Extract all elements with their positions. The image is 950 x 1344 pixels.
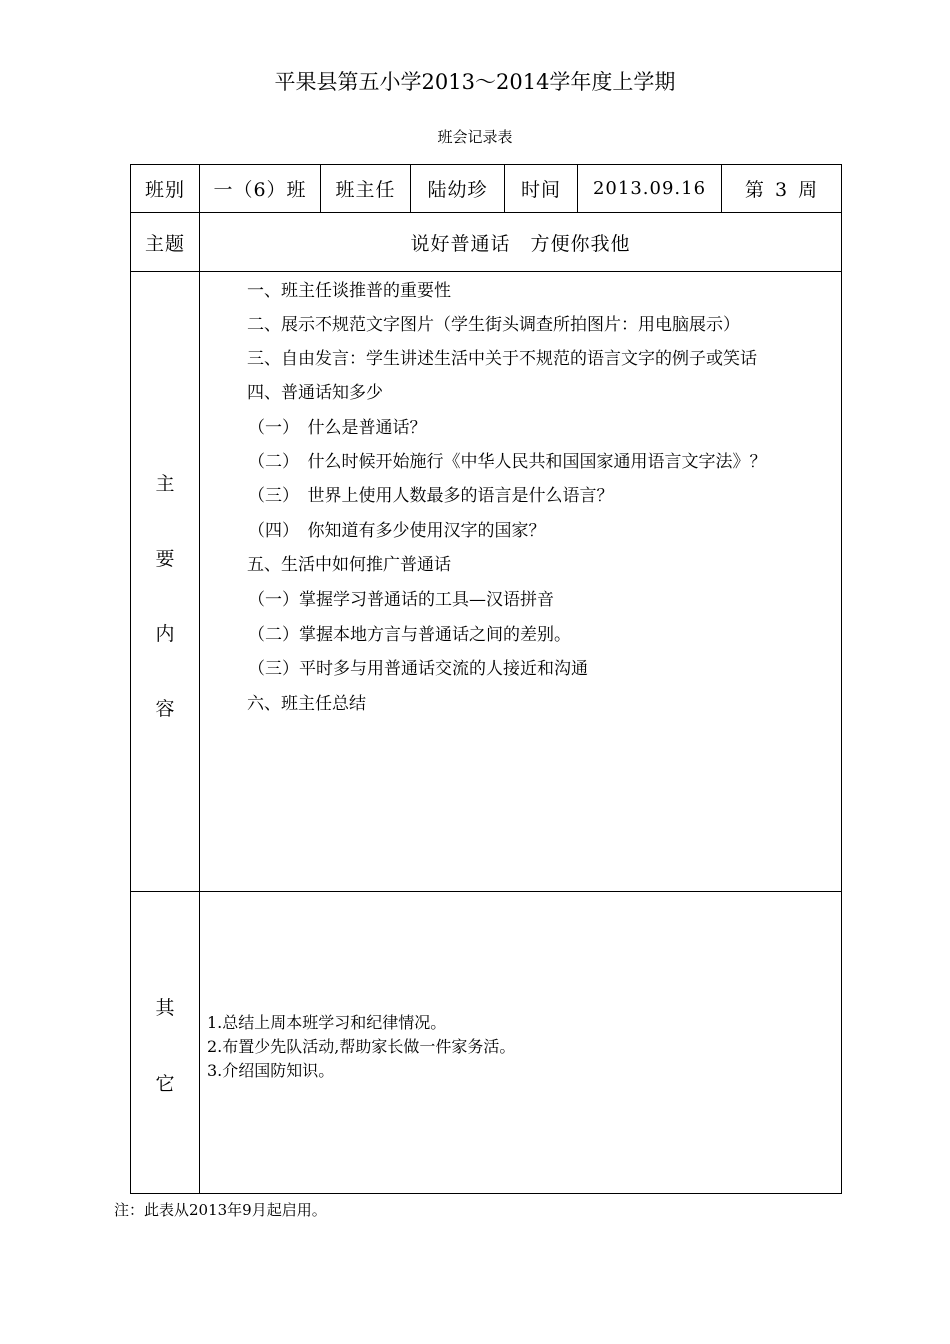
other-label: 其 它 bbox=[155, 997, 175, 1095]
content-item: （三）平时多与用普通话交流的人接近和沟通 bbox=[248, 659, 588, 679]
content-item: 三、自由发言：学生讲述生活中关于不规范的语言文字的例子或笑话 bbox=[247, 349, 757, 369]
content-item: （一）掌握学习普通话的工具—汉语拼音 bbox=[248, 590, 554, 610]
document-title: 平果县第五小学2013～2014学年度上学期 bbox=[274, 70, 676, 94]
row-divider bbox=[130, 271, 842, 272]
content-item: 二、展示不规范文字图片（学生街头调查所拍图片：用电脑展示） bbox=[247, 315, 740, 335]
time-label: 时间 bbox=[520, 179, 561, 201]
content-item: （二） 什么时候开始施行《中华人民共和国国家通用语言文字法》？ bbox=[248, 452, 767, 472]
other-item: 1.总结上周本班学习和纪律情况。 bbox=[207, 1013, 447, 1032]
row-divider bbox=[130, 891, 842, 892]
content-item: （三） 世界上使用人数最多的语言是什么语言？ bbox=[248, 486, 614, 506]
column-divider bbox=[199, 164, 200, 1194]
topic-value: 说好普通话 方便你我他 bbox=[410, 232, 631, 255]
content-item: 一、班主任谈推普的重要性 bbox=[247, 281, 451, 301]
time-value: 2013.09.16 bbox=[592, 178, 707, 199]
content-item: 五、生活中如何推广普通话 bbox=[247, 555, 451, 575]
content-item: 六、班主任总结 bbox=[247, 694, 366, 714]
class-label: 班别 bbox=[144, 179, 185, 201]
other-item: 3.介绍国防知识。 bbox=[207, 1061, 335, 1080]
week-value: 第 3 周 bbox=[744, 179, 819, 201]
content-item: 四、普通话知多少 bbox=[247, 383, 383, 403]
topic-label: 主题 bbox=[144, 232, 185, 255]
content-label: 主 要 内 容 bbox=[155, 473, 175, 720]
other-item: 2.布置少先队活动,帮助家长做一件家务活。 bbox=[207, 1037, 516, 1056]
content-item: （四） 你知道有多少使用汉字的国家？ bbox=[248, 521, 546, 541]
document-subtitle: 班会记录表 bbox=[437, 128, 513, 146]
teacher-label: 班主任 bbox=[335, 179, 396, 201]
footer-note: 注：此表从2013年9月起启用。 bbox=[114, 1201, 327, 1219]
content-item: （一） 什么是普通话？ bbox=[248, 418, 427, 438]
content-item: （二）掌握本地方言与普通话之间的差别。 bbox=[248, 625, 571, 645]
class-value: 一（6）班 bbox=[213, 179, 307, 201]
teacher-value: 陆幼珍 bbox=[427, 179, 488, 201]
